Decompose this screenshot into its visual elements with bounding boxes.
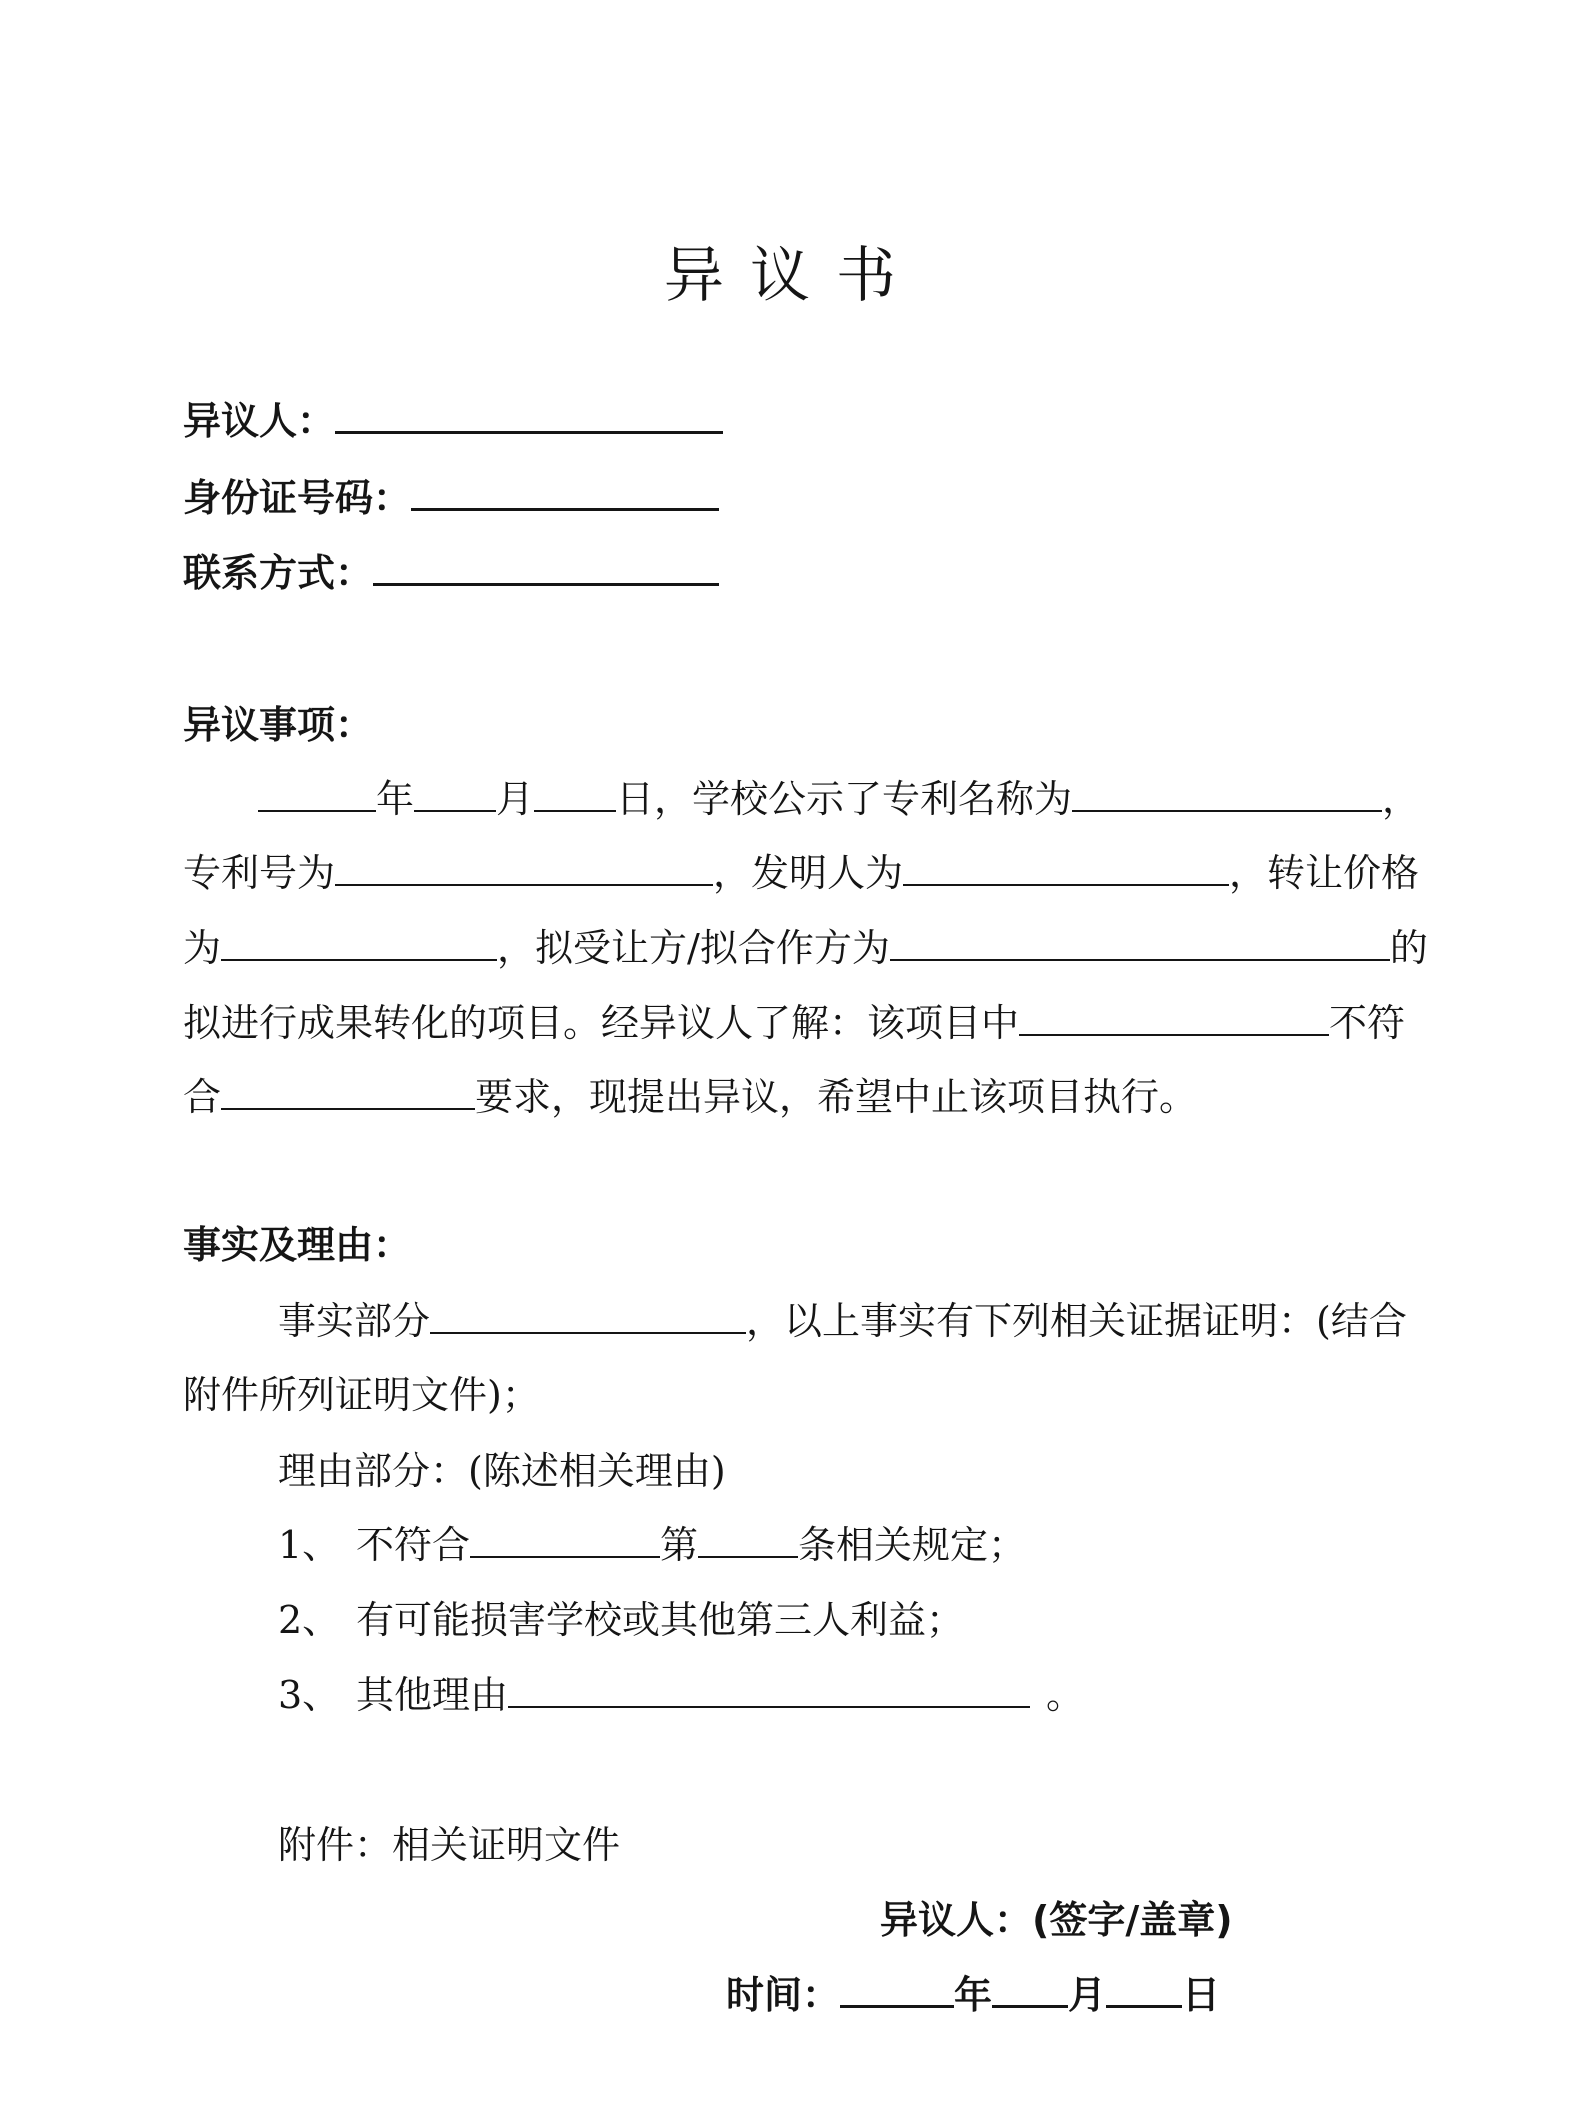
sign-year-text: 年 xyxy=(954,1973,993,2017)
other-reason-blank[interactable] xyxy=(508,1676,1030,1708)
month-blank[interactable] xyxy=(414,780,496,812)
requirement-text: 要求，现提出异议，希望中止该项目执行。 xyxy=(475,1075,1198,1119)
matters-line-4 xyxy=(183,1000,1405,1046)
reason-item-1 xyxy=(278,1522,1026,1568)
attachment-line: 附件：相关证明文件 xyxy=(278,1823,621,1867)
reason-item-3-text-a: 其他理由 xyxy=(356,1673,509,1717)
sign-year-blank[interactable] xyxy=(840,1975,954,2008)
reason-item-2-number: 2、 xyxy=(278,1598,341,1642)
reason-item-3-number: 3、 xyxy=(278,1673,341,1717)
reason-item-1-number: 1、 xyxy=(278,1523,341,1567)
price-text: ，转让价格 xyxy=(1229,851,1420,895)
year-text: 年 xyxy=(376,777,415,821)
objector-field xyxy=(183,398,723,444)
time-label: 时间： xyxy=(726,1973,841,2017)
sign-day-blank[interactable] xyxy=(1106,1975,1182,2008)
matters-line-1 xyxy=(258,776,1420,822)
reason-item-1-text-b: 第 xyxy=(660,1523,699,1567)
article-blank[interactable] xyxy=(698,1526,798,1558)
de-text: 的 xyxy=(1389,926,1428,970)
patent-no-text: 专利号为 xyxy=(183,851,336,895)
fact-blank[interactable] xyxy=(430,1302,746,1334)
matters-line-5 xyxy=(183,1074,1197,1120)
fact-part-text: 事实部分 xyxy=(278,1299,431,1343)
signature-time-line xyxy=(726,1972,1220,2018)
reason-item-2-text: 有可能损害学校或其他第三人利益； xyxy=(356,1598,965,1642)
transferee-text: ，拟受让方/拟合作方为 xyxy=(497,926,890,970)
comma-text: ， xyxy=(1382,777,1421,821)
facts-line-1 xyxy=(278,1298,1407,1344)
contact-label: 联系方式： xyxy=(183,551,374,595)
objector-label: 异议人： xyxy=(183,399,336,443)
not-conform-text: 不符 xyxy=(1329,1001,1406,1045)
sign-month-blank[interactable] xyxy=(992,1975,1068,2008)
project-text: 拟进行成果转化的项目。经异议人了解：该项目中 xyxy=(183,1001,1020,1045)
document-title: 异议书 xyxy=(664,241,922,311)
facts-line-2: 附件所列证明文件)； xyxy=(183,1373,540,1417)
fact-evidence-text: ，以上事实有下列相关证据证明：(结合 xyxy=(746,1299,1407,1343)
reason-item-2 xyxy=(278,1597,964,1643)
reason-item-3 xyxy=(278,1672,1084,1718)
requirement-blank[interactable] xyxy=(221,1078,475,1110)
transferee-blank[interactable] xyxy=(890,929,1390,961)
sign-month-text: 月 xyxy=(1068,1973,1107,2017)
inventor-blank[interactable] xyxy=(903,854,1229,886)
facts-heading: 事实及理由： xyxy=(183,1223,412,1267)
matters-line-3 xyxy=(183,925,1428,971)
wei-text: 为 xyxy=(183,926,222,970)
patent-name-blank[interactable] xyxy=(1072,780,1382,812)
month-text: 月 xyxy=(496,777,535,821)
day-blank[interactable] xyxy=(534,780,616,812)
reason-item-3-text-c: 。 xyxy=(1046,1673,1085,1717)
signature-label: 异议人：(签字/盖章) xyxy=(880,1898,1233,1942)
matters-line-2 xyxy=(183,850,1419,896)
sign-day-text: 日 xyxy=(1182,1973,1221,2017)
project-issue-blank[interactable] xyxy=(1019,1004,1329,1036)
price-blank[interactable] xyxy=(221,929,497,961)
id-number-label: 身份证号码： xyxy=(183,476,412,520)
day-text: 日，学校公示了专利名称为 xyxy=(616,777,1073,821)
reason-part-line: 理由部分：(陈述相关理由) xyxy=(278,1449,726,1493)
regulation-blank[interactable] xyxy=(470,1526,660,1558)
objector-blank[interactable] xyxy=(335,401,723,434)
year-blank[interactable] xyxy=(258,780,376,812)
he-text: 合 xyxy=(183,1075,222,1119)
id-number-blank[interactable] xyxy=(411,478,719,511)
id-number-field xyxy=(183,475,719,521)
contact-blank[interactable] xyxy=(373,553,719,586)
matters-heading: 异议事项： xyxy=(183,703,374,747)
patent-no-blank[interactable] xyxy=(335,854,713,886)
reason-item-1-text-c: 条相关规定； xyxy=(798,1523,1027,1567)
reason-item-1-text-a: 不符合 xyxy=(356,1523,471,1567)
contact-field xyxy=(183,550,719,596)
inventor-text: ，发明人为 xyxy=(713,851,904,895)
